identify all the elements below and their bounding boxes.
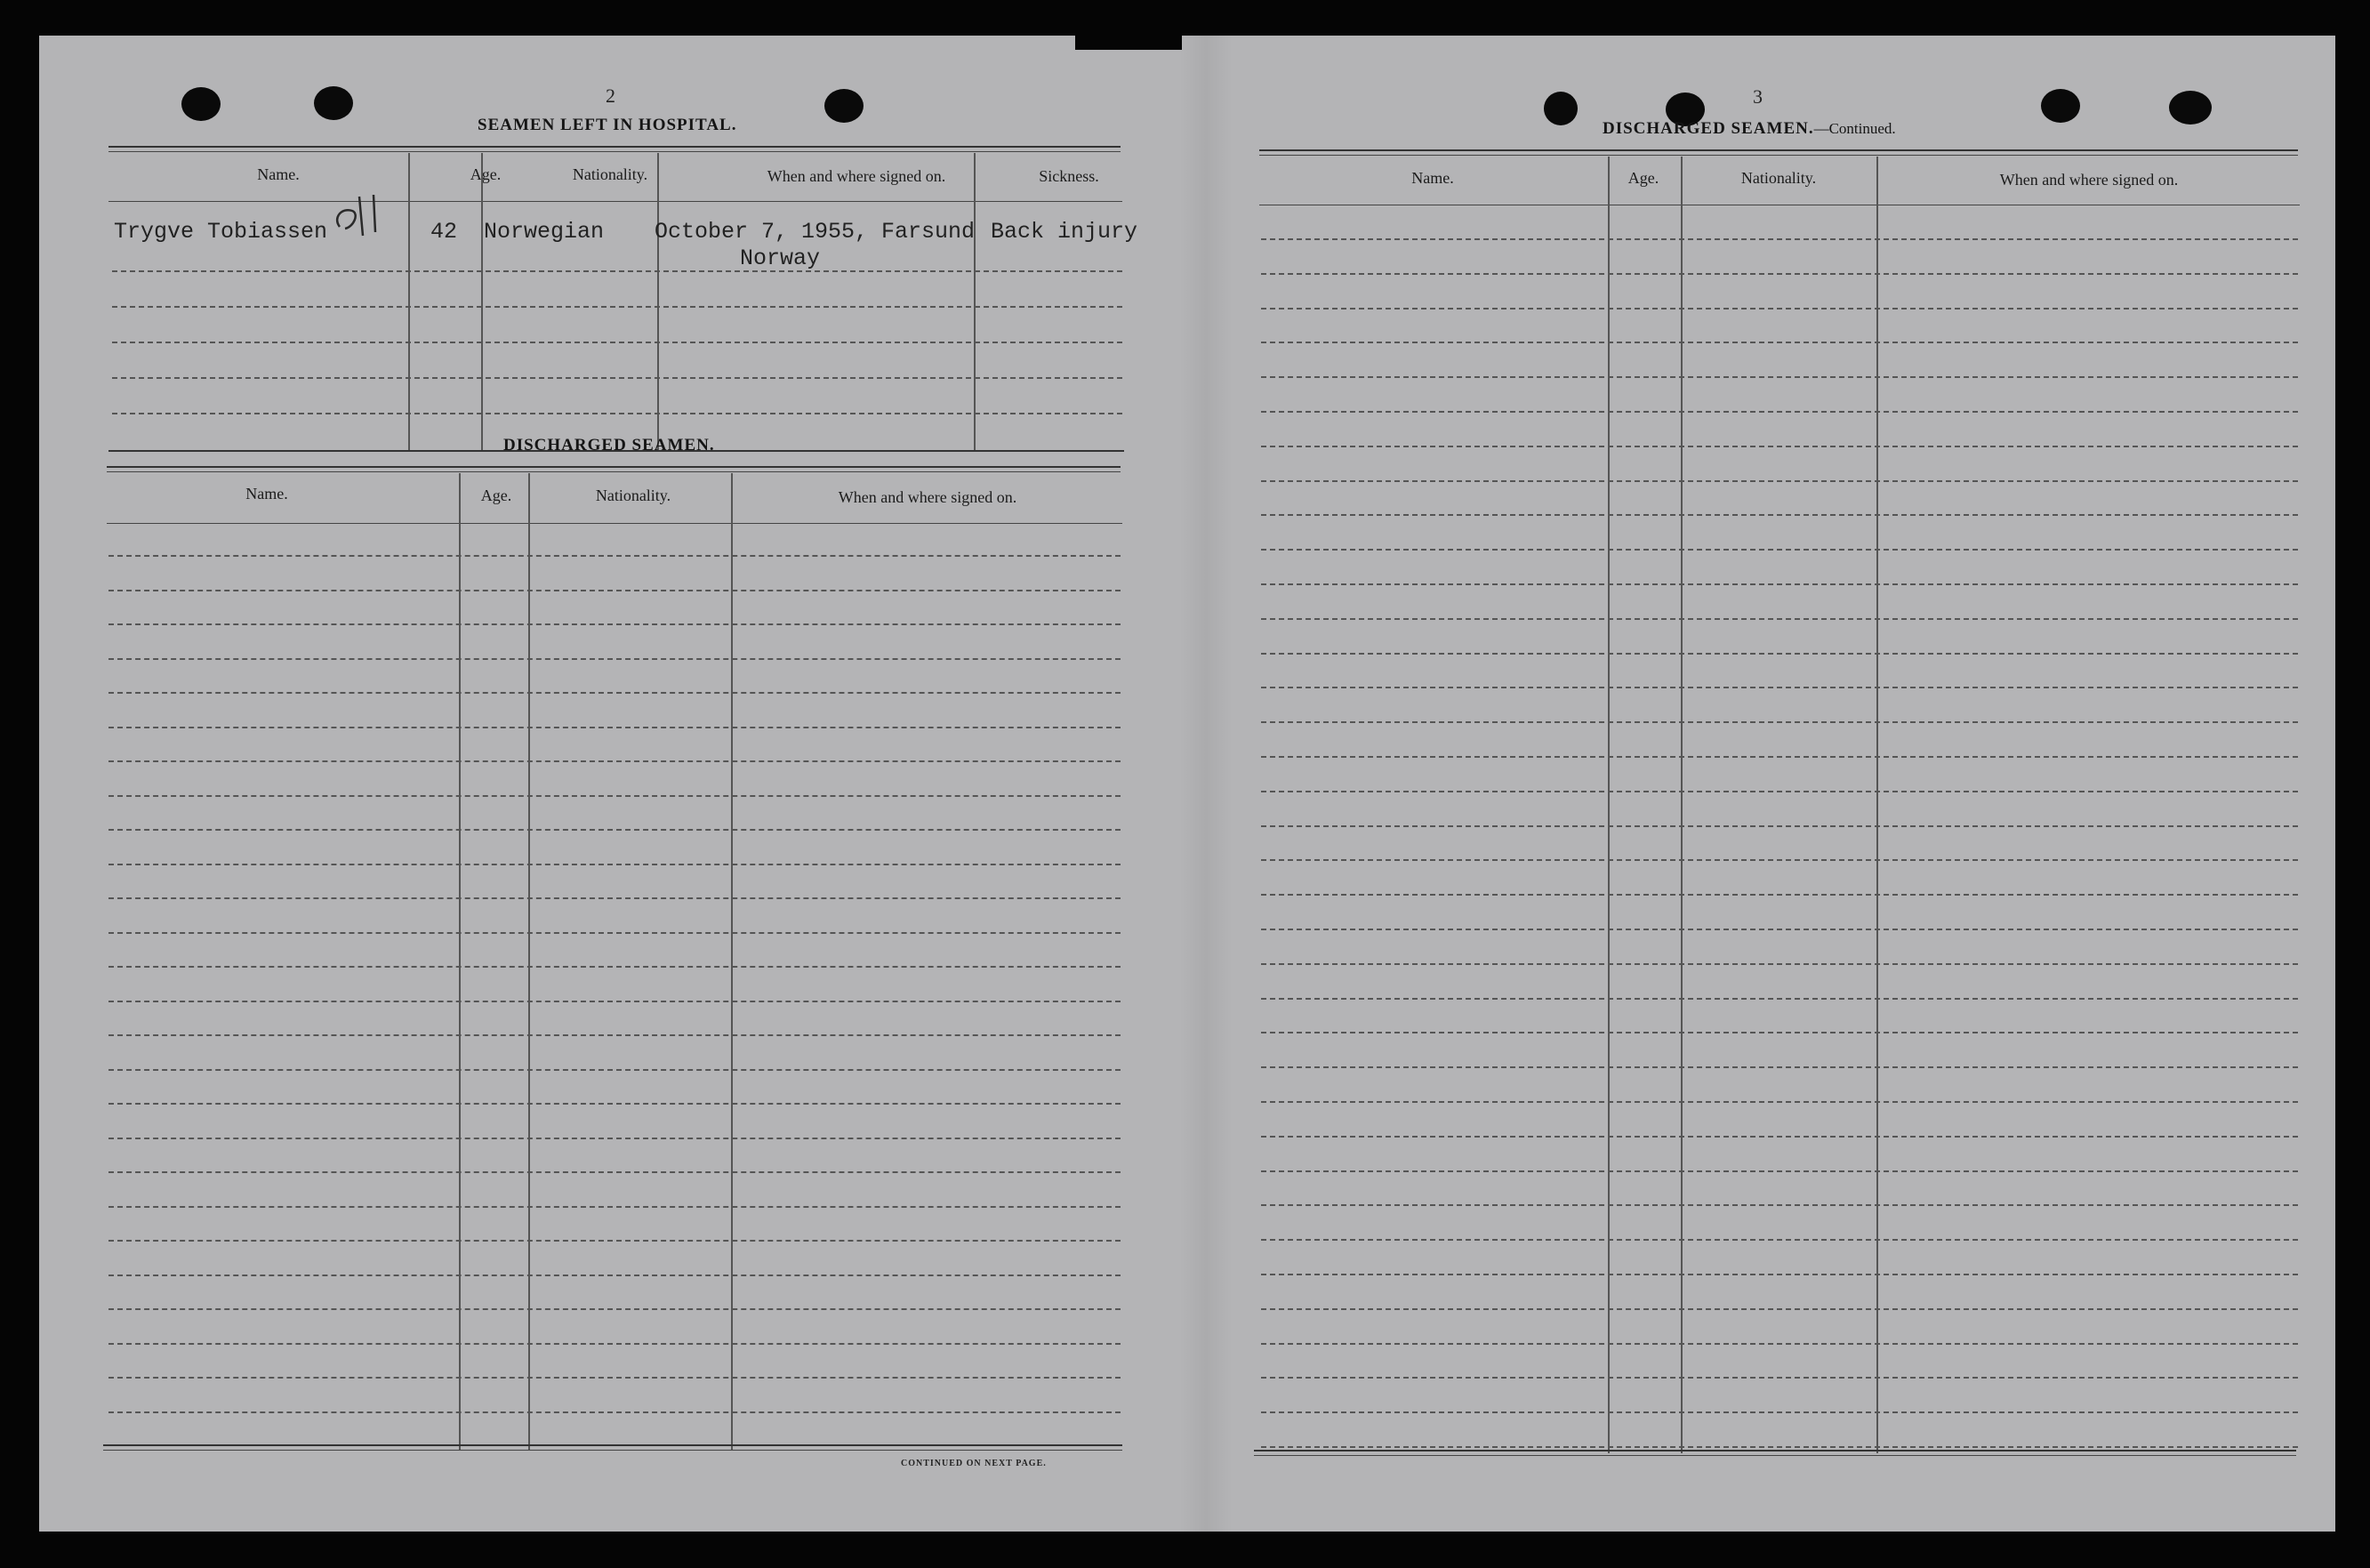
ruled-row-line [1261, 756, 2298, 758]
entry-signed-on: October 7, 1955, Farsund [655, 219, 976, 245]
continued-suffix: —Continued. [1813, 120, 1896, 137]
hospital-section-title: SEAMEN LEFT IN HOSPITAL. [478, 116, 737, 134]
ruled-row-line [1261, 583, 2298, 585]
discharged-continued-title [1603, 119, 1896, 139]
document-sheet [39, 36, 2335, 1532]
ruled-row-line [108, 1206, 1121, 1208]
ruled-row-line [108, 623, 1121, 625]
ruled-row-line [1261, 1204, 2298, 1206]
ruled-row-line [1261, 618, 2298, 620]
ruled-row-line [1261, 894, 2298, 896]
ruled-row-line [1261, 446, 2298, 447]
punch-hole [2169, 91, 2212, 125]
ruled-row-line [108, 932, 1121, 934]
col-header-age: Age. [480, 486, 512, 504]
ruled-row-line [108, 1308, 1121, 1310]
handwritten-initials-mark [333, 191, 404, 245]
col-header-signed-on: When and where signed on. [767, 167, 946, 185]
ruled-row-line [1261, 1032, 2298, 1033]
punch-hole [181, 87, 221, 121]
ruled-row-line [1261, 1170, 2298, 1172]
ruled-row-line [1261, 1066, 2298, 1068]
ruled-row-line [108, 1343, 1121, 1345]
col-header-sickness: Sickness. [1039, 167, 1099, 185]
ruled-row-line [1261, 514, 2298, 516]
ruled-row-line [1261, 1308, 2298, 1310]
col-header-nationality: Nationality. [1740, 169, 1817, 187]
ruled-row-line [1261, 791, 2298, 792]
ruled-row-line [1261, 721, 2298, 723]
sheet-notch [1075, 30, 1182, 50]
entry-age: 42 [430, 219, 458, 245]
right-page-number: 3 [1753, 85, 1763, 108]
ruled-row-line [108, 1001, 1121, 1002]
ruled-row-line [108, 1377, 1121, 1379]
entry-name: Trygve Tobiassen [114, 219, 328, 245]
hospital-table-top-rule [108, 146, 1121, 148]
ruled-row-line [108, 727, 1121, 728]
continued-footer: CONTINUED ON NEXT PAGE. [901, 1459, 1047, 1468]
ruled-row-line [1261, 549, 2298, 551]
col-header-name: Name. [1411, 169, 1454, 187]
ruled-row-line [108, 897, 1121, 899]
ruled-row-line [108, 555, 1121, 557]
ruled-row-line [108, 795, 1121, 797]
entry-sickness: Back injury [991, 219, 1138, 245]
ruled-row-line [1261, 1274, 2298, 1275]
col-header-signed-on: When and where signed on. [1999, 171, 2179, 189]
ruled-row-line [108, 1103, 1121, 1105]
ruled-row-line [1261, 308, 2298, 310]
punch-hole [314, 86, 353, 120]
ruled-row-line [1261, 1343, 2298, 1345]
entry-signed-on-place: Norway [740, 245, 821, 271]
left-page-number: 2 [606, 84, 615, 107]
ruled-row-line [1261, 998, 2298, 1000]
discharged-continued-title-text: DISCHARGED SEAMEN. [1603, 119, 1814, 138]
ruled-row-line [1261, 376, 2298, 378]
ruled-row-line [1261, 1446, 2298, 1448]
ruled-row-line [108, 1034, 1121, 1036]
punch-hole [1544, 92, 1578, 125]
ruled-row-line [1261, 342, 2298, 343]
ruled-row-line [108, 1138, 1121, 1139]
ruled-row-line [1261, 687, 2298, 688]
ruled-row-line [108, 864, 1121, 865]
punch-hole [2041, 89, 2080, 123]
ruled-row-line [1261, 1411, 2298, 1413]
entry-nationality: Norwegian [484, 219, 605, 245]
ruled-row-line [108, 966, 1121, 968]
ruled-row-line [1261, 238, 2298, 240]
ruled-row-line [1261, 1377, 2298, 1379]
punch-hole [824, 89, 864, 123]
ruled-row-line [108, 658, 1121, 660]
col-header-signed-on: When and where signed on. [838, 488, 1017, 506]
ruled-row-line [1261, 929, 2298, 930]
ruled-row-line [1261, 480, 2298, 482]
ruled-row-line [1261, 825, 2298, 827]
ruled-row-line [1261, 1239, 2298, 1241]
ruled-row-line [108, 1240, 1121, 1242]
ruled-row-line [1261, 1101, 2298, 1103]
col-header-name: Name. [257, 165, 300, 183]
ruled-row-line [108, 829, 1121, 831]
discharged-section-title: DISCHARGED SEAMEN. [503, 436, 715, 454]
ruled-row-line [108, 692, 1121, 694]
ruled-row-line [1261, 1136, 2298, 1138]
ruled-row-line [108, 590, 1121, 591]
ruled-row-line [1261, 653, 2298, 655]
ruled-row-line [108, 1275, 1121, 1276]
col-header-nationality: Nationality. [572, 165, 648, 183]
ruled-row-line [108, 1069, 1121, 1071]
col-header-age: Age. [1627, 169, 1659, 187]
col-header-nationality: Nationality. [595, 486, 671, 504]
ruled-row-line [1261, 273, 2298, 275]
ruled-row-line [1261, 859, 2298, 861]
ruled-row-line [1261, 411, 2298, 413]
col-header-name: Name. [245, 485, 288, 503]
ruled-row-line [108, 1171, 1121, 1173]
ruled-row-line [108, 760, 1121, 762]
col-header-age: Age. [470, 165, 502, 183]
ruled-row-line [108, 1411, 1121, 1413]
center-fold [1179, 36, 1233, 1532]
ruled-row-line [1261, 963, 2298, 965]
